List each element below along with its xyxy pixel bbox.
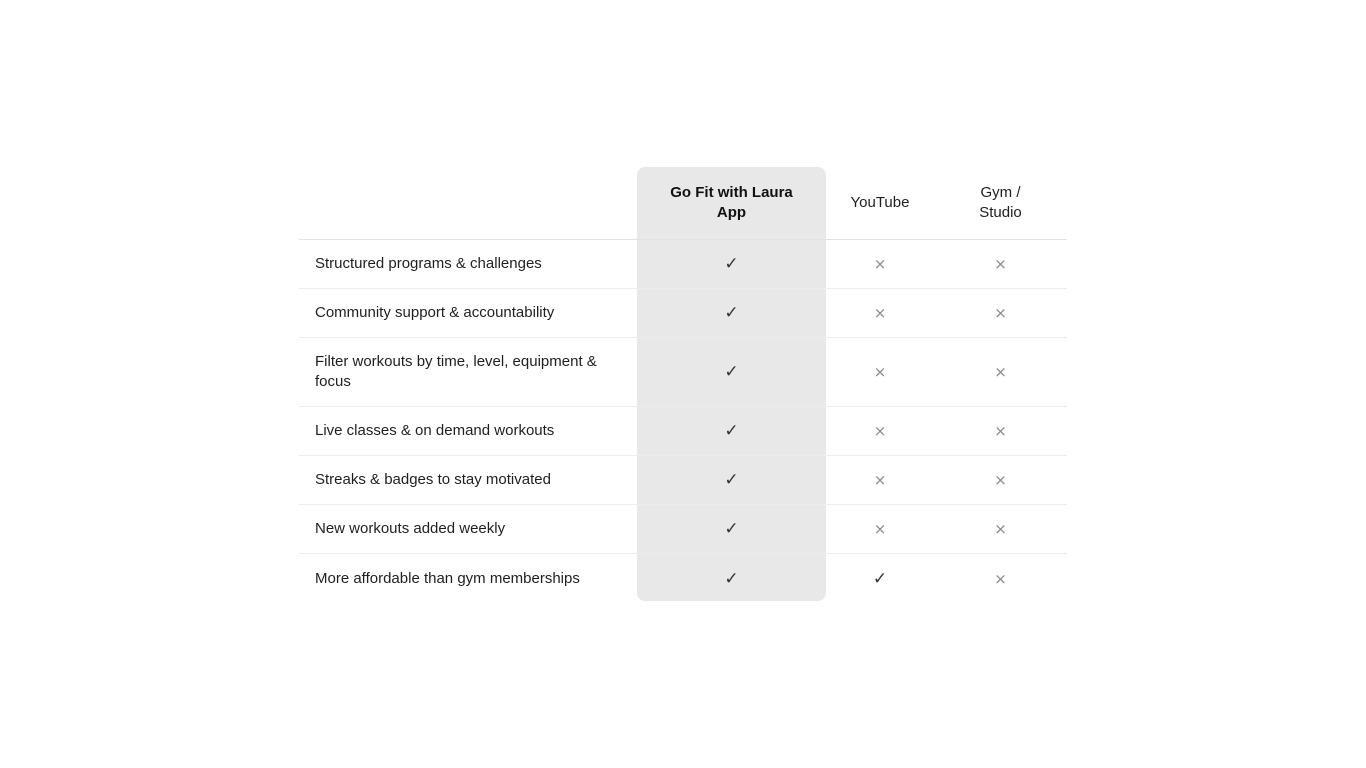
cross-icon: ×: [873, 304, 887, 322]
check-icon: ✓: [724, 519, 739, 539]
table-row: [299, 456, 1067, 505]
check-icon: ✓: [724, 303, 739, 323]
comparison-grid: [299, 167, 1067, 603]
feature-label: Streaks & badges to stay motivated: [315, 471, 551, 488]
header-gym-studio: Gym / Studio: [979, 184, 1022, 221]
table-row: [299, 338, 1067, 407]
cross-icon: ×: [994, 471, 1007, 489]
feature-label: Structured programs & challenges: [315, 255, 542, 272]
cross-icon: ×: [873, 255, 887, 273]
table-row: [299, 505, 1067, 554]
cross-icon: ×: [994, 363, 1007, 381]
feature-label: More affordable than gym memberships: [315, 569, 580, 587]
table-row: [299, 407, 1067, 456]
cross-icon: ×: [994, 520, 1007, 538]
comparison-table: [299, 167, 1067, 603]
table-row: [299, 554, 1067, 603]
header-youtube: YouTube: [850, 194, 910, 211]
header-main-app: Go Fit with Laura App: [670, 184, 793, 221]
table-row: [299, 289, 1067, 338]
check-icon: ✓: [724, 254, 739, 274]
feature-label: New workouts added weekly: [315, 520, 506, 537]
feature-label: Filter workouts by time, level, equipment & focus: [315, 353, 597, 390]
cross-icon: ×: [994, 304, 1007, 322]
cross-icon: ×: [994, 422, 1007, 440]
feature-label: Live classes & on demand workouts: [315, 422, 555, 439]
check-icon: ✓: [724, 470, 739, 490]
cross-icon: ×: [873, 471, 887, 489]
cross-icon: ×: [873, 422, 887, 440]
cross-icon: ×: [873, 520, 887, 538]
feature-label: Community support & accountability: [315, 304, 555, 321]
table-row: [299, 240, 1067, 289]
header-row: [299, 167, 1067, 240]
cross-icon: ×: [994, 569, 1007, 588]
check-icon: ✓: [724, 568, 739, 589]
cross-icon: ×: [994, 255, 1007, 273]
check-icon: ✓: [872, 568, 888, 589]
check-icon: ✓: [724, 362, 739, 382]
cross-icon: ×: [873, 363, 887, 381]
check-icon: ✓: [724, 421, 739, 441]
